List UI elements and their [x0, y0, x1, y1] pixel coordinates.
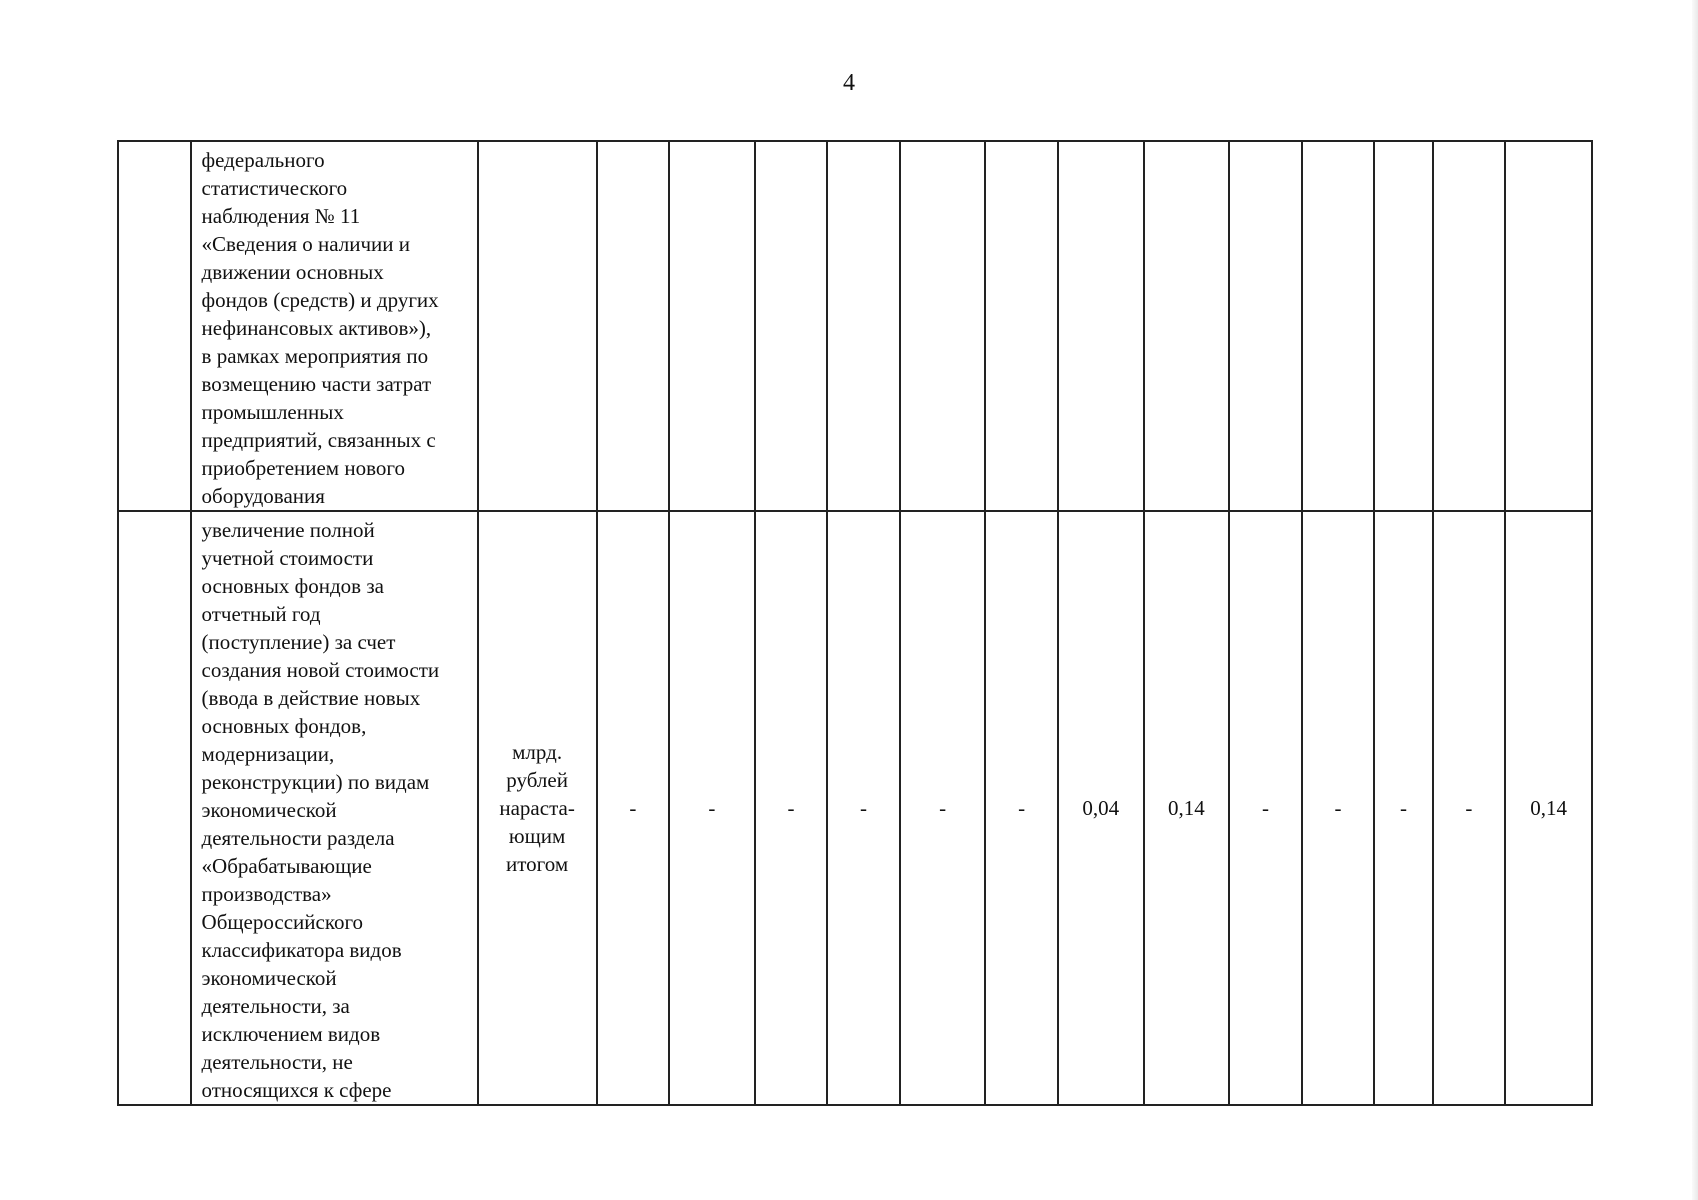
value-cell: - — [827, 511, 900, 1105]
value-cell — [1229, 141, 1302, 511]
indicator-table — [117, 140, 1593, 1106]
value-cell — [985, 141, 1058, 511]
value-cell — [1144, 141, 1230, 511]
unit-line: итогом — [506, 852, 569, 876]
unit-cell — [478, 511, 597, 1105]
value-cell: - — [1229, 511, 1302, 1105]
value-cell — [827, 141, 900, 511]
value-cell: - — [1302, 511, 1375, 1105]
unit-line: ющим — [508, 824, 566, 848]
value-cell — [900, 141, 986, 511]
value-cell: - — [900, 511, 986, 1105]
value-cell — [597, 141, 670, 511]
value-cell: - — [755, 511, 828, 1105]
value-cell — [1374, 141, 1432, 511]
unit-cell — [478, 141, 597, 511]
table-row — [118, 511, 1592, 1105]
indicator-description-cell — [191, 141, 478, 511]
unit-line: нараста- — [499, 796, 575, 820]
unit-line: рублей — [506, 768, 568, 792]
value-cell: - — [597, 511, 670, 1105]
value-cell: - — [669, 511, 755, 1105]
value-cell — [1505, 141, 1592, 511]
value-cell: - — [1374, 511, 1432, 1105]
value-cell: - — [1433, 511, 1506, 1105]
value-cell: 0,04 — [1058, 511, 1144, 1105]
indicator-description: увеличение полной учетной стоимости основных фондов за отчетный год (поступление) за счет создания новой стоимости (ввода в действие новых основных фондов, модернизации, реконструкции) по видам экономической деятельности раздела «Обрабатывающие производства» Общероссийского классификатора видов экономической деятельности, за исключением видов деятельности, не относящихся к сфере — [201, 518, 440, 1102]
indicator-description-cell — [191, 511, 478, 1105]
value-cell: 0,14 — [1144, 511, 1230, 1105]
value-cell — [1058, 141, 1144, 511]
page-number: 4 — [843, 70, 855, 96]
value-cell — [669, 141, 755, 511]
table-row — [118, 141, 1592, 511]
row-number-cell — [118, 141, 191, 511]
value-cell: - — [985, 511, 1058, 1105]
value-cell: 0,14 — [1505, 511, 1592, 1105]
value-cell — [1302, 141, 1375, 511]
indicator-description: федерального статистического наблюдения № 11 «Сведения о наличии и движении основных фондов (средств) и других нефинансовых активов»), в рамках мероприятия по возмещению части затрат промышленных предприятий, связанных с приобретением нового оборудования — [201, 148, 439, 508]
scan-edge — [1692, 0, 1698, 1200]
value-cell — [755, 141, 828, 511]
value-cell — [1433, 141, 1506, 511]
unit-line: млрд. — [512, 740, 563, 764]
row-number-cell — [118, 511, 191, 1105]
